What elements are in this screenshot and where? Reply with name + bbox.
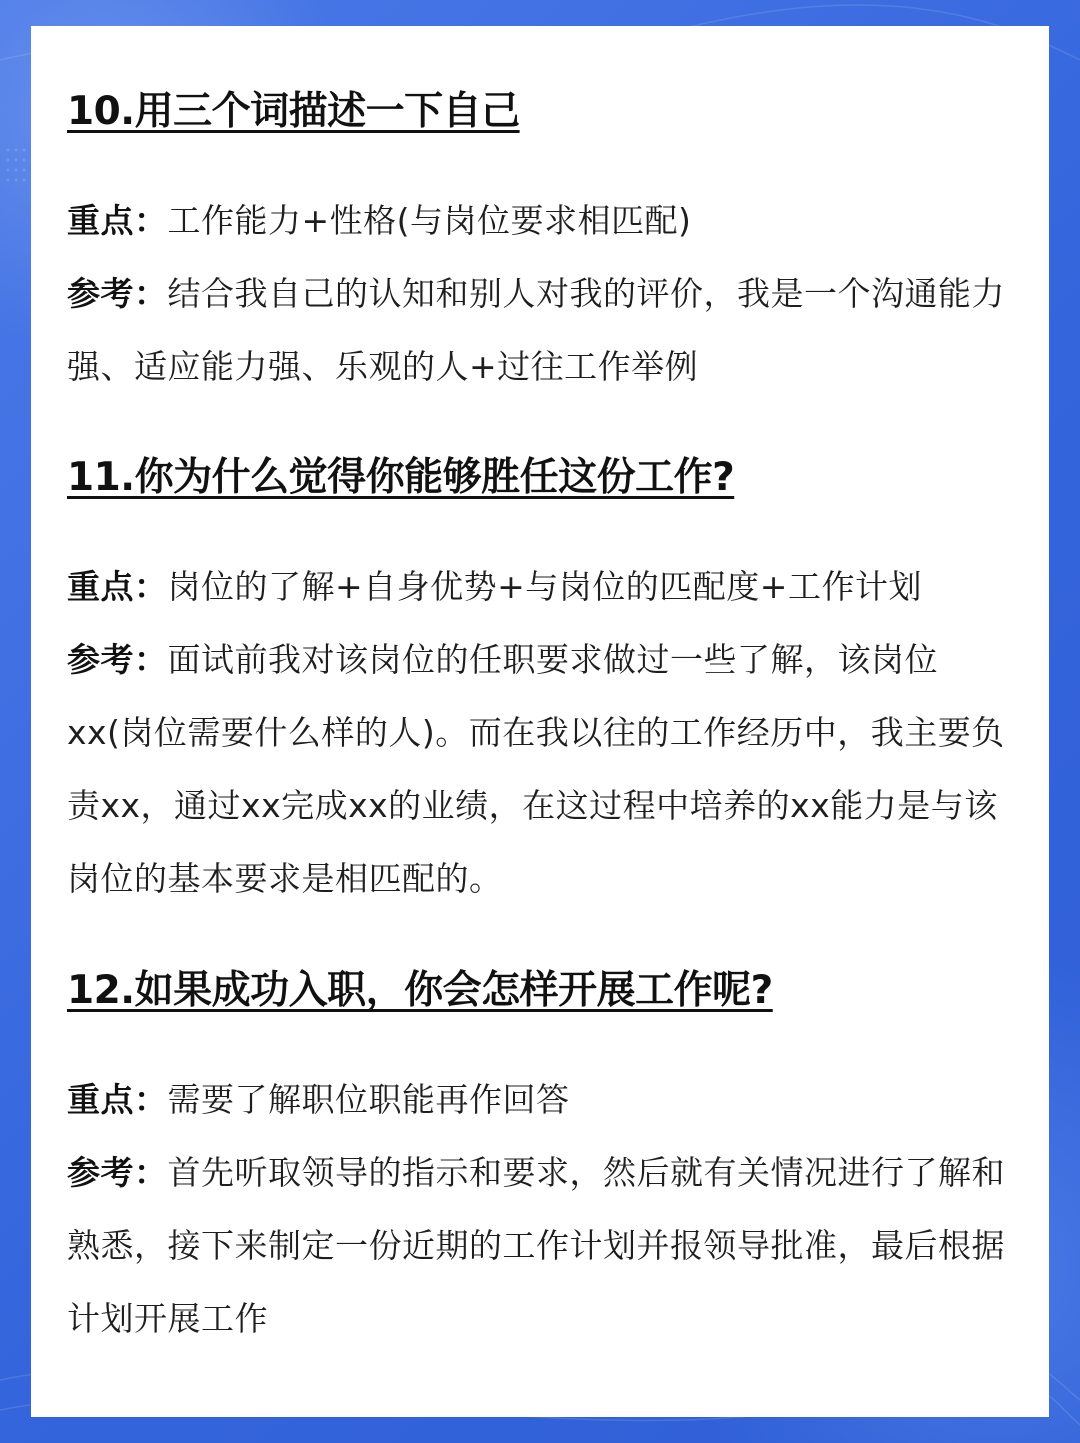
question-title: 10.用三个词描述一下自己	[67, 89, 520, 134]
focus-paragraph	[67, 184, 1007, 257]
reference-paragraph	[67, 1136, 1007, 1355]
reference-paragraph	[67, 623, 1007, 915]
reference-label: 参考：	[67, 274, 168, 313]
focus-paragraph	[67, 550, 1007, 623]
focus-label: 重点：	[67, 201, 168, 240]
content-body	[67, 26, 1007, 1355]
focus-paragraph	[67, 1063, 1007, 1136]
focus-label: 重点：	[67, 567, 168, 606]
reference-paragraph	[67, 257, 1007, 403]
focus-text: 工作能力+性格(与岗位要求相匹配)	[167, 201, 692, 240]
section-question-11	[67, 454, 1007, 915]
reference-text: 结合我自己的认知和别人对我的评价，我是一个沟通能力强、适应能力强、乐观的人+过往工作举例	[67, 274, 1005, 386]
reference-text: 面试前我对该岗位的任职要求做过一些了解，该岗位xx(岗位需要什么样的人)。而在我以往的工作经历中，我主要负责xx，通过xx完成xx的业绩，在这过程中培养的xx能力是与该岗位的基本要求是相匹配的。	[67, 640, 1005, 898]
reference-label: 参考：	[67, 1153, 168, 1192]
question-title: 11.你为什么觉得你能够胜任这份工作?	[67, 455, 735, 500]
section-question-10	[67, 88, 1007, 403]
focus-text: 岗位的了解+自身优势+与岗位的匹配度+工作计划	[167, 567, 922, 606]
reference-label: 参考：	[67, 640, 168, 679]
content-card	[31, 26, 1049, 1417]
focus-text: 需要了解职位职能再作回答	[167, 1080, 570, 1119]
focus-label: 重点：	[67, 1080, 168, 1119]
section-question-12	[67, 967, 1007, 1355]
question-title: 12.如果成功入职，你会怎样开展工作呢?	[67, 968, 773, 1013]
reference-text: 首先听取领导的指示和要求，然后就有关情况进行了解和熟悉，接下来制定一份近期的工作计划并报领导批准，最后根据计划开展工作	[67, 1153, 1005, 1338]
